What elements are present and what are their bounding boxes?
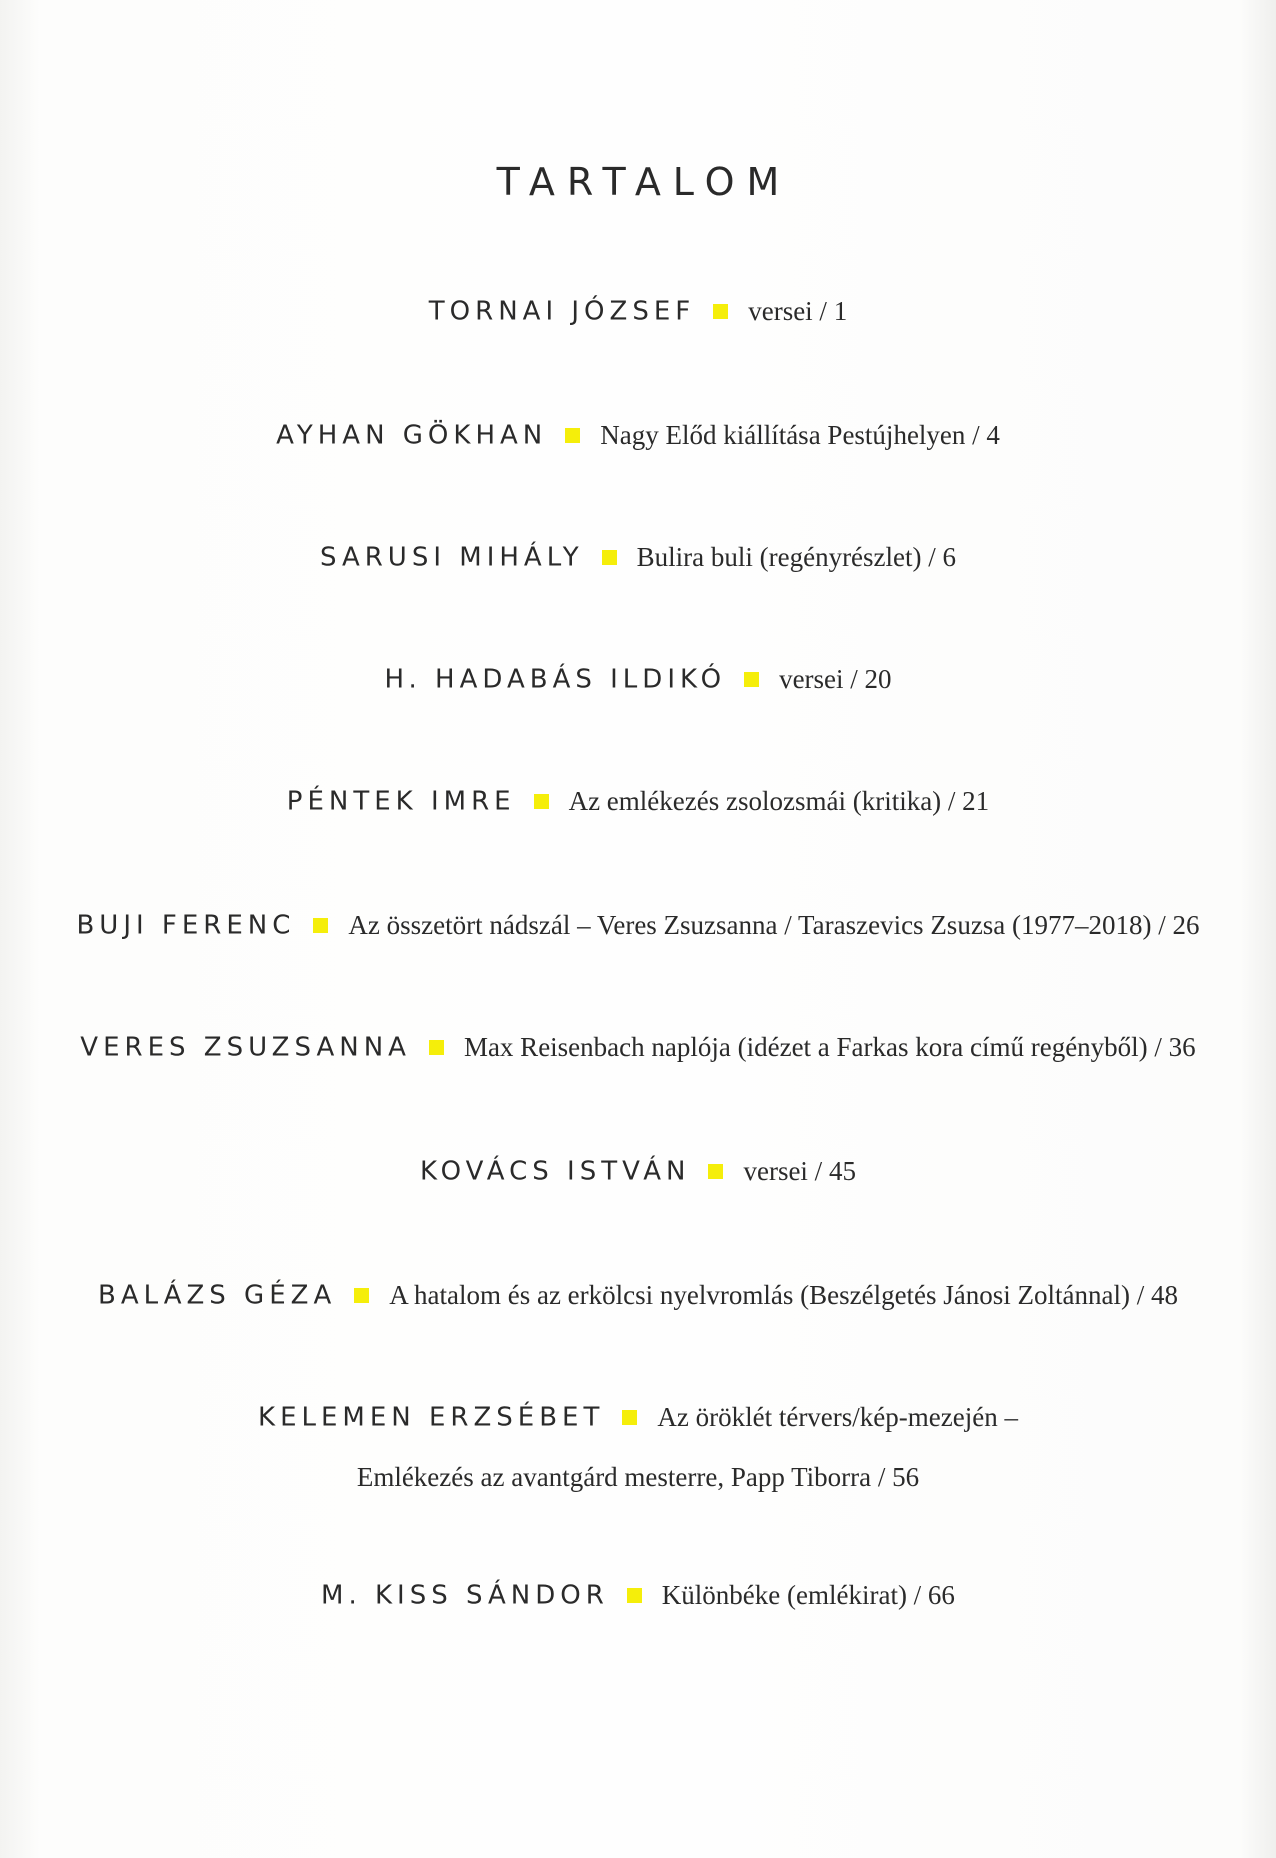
yellow-square-marker: [354, 1288, 369, 1303]
entry-author: KOVÁCS ISTVÁN: [420, 1156, 691, 1187]
toc-entry: [0, 296, 1276, 327]
yellow-square-marker: [713, 304, 728, 319]
yellow-square-marker: [708, 1164, 723, 1179]
entry-author: H. HADABÁS ILDIKÓ: [384, 664, 727, 695]
entry-author: PÉNTEK IMRE: [286, 786, 516, 817]
yellow-square-marker: [313, 918, 328, 933]
toc-entry: [0, 1402, 1276, 1433]
entry-work: versei / 1: [748, 296, 848, 326]
entry-work: Nagy Előd kiállítása Pestújhelyen / 4: [600, 420, 1000, 450]
entry-work: A hatalom és az erkölcsi nyelvromlás (Beszélgetés Jánosi Zoltánnal) / 48: [389, 1280, 1179, 1310]
yellow-square-marker: [602, 550, 617, 565]
entry-work: Az összetört nádszál – Veres Zsuzsanna / Taraszevics Zsuzsa (1977–2018) / 26: [348, 910, 1200, 940]
toc-entry: [0, 1156, 1276, 1187]
entry-work: Az öröklét térvers/kép-mezején –: [657, 1402, 1018, 1432]
entry-work: Max Reisenbach naplója (idézet a Farkas kora című regényből) / 36: [463, 1032, 1196, 1062]
entry-work: Különbéke (emlékirat) / 66: [661, 1580, 955, 1610]
entry-work: Bulira buli (regényrészlet) / 6: [636, 542, 957, 572]
entry-author: KELEMEN ERZSÉBET: [258, 1402, 605, 1433]
entry-author: BALÁZS GÉZA: [97, 1280, 337, 1311]
entry-work-continuation: Emlékezés az avantgárd mesterre, Papp Tiborra / 56: [356, 1462, 920, 1492]
entry-author: AYHAN GÖKHAN: [276, 420, 548, 451]
entry-author: BUJI FERENC: [76, 910, 296, 941]
entry-author: SARUSI MIHÁLY: [319, 542, 584, 573]
entry-work: versei / 45: [743, 1156, 856, 1186]
toc-entry: [0, 1580, 1276, 1611]
entry-author: TORNAI JÓZSEF: [428, 296, 696, 327]
toc-entry: [0, 1032, 1276, 1063]
toc-entry: [0, 542, 1276, 573]
toc-entry: [0, 910, 1276, 941]
yellow-square-marker: [627, 1588, 642, 1603]
entry-work: versei / 20: [779, 664, 892, 694]
page-title: TARTALOM: [496, 160, 792, 204]
yellow-square-marker: [429, 1040, 444, 1055]
yellow-square-marker: [534, 794, 549, 809]
entry-work: Az emlékezés zsolozsmái (kritika) / 21: [568, 786, 990, 816]
toc-entry: [0, 786, 1276, 817]
yellow-square-marker: [565, 428, 580, 443]
yellow-square-marker: [744, 672, 759, 687]
yellow-square-marker: [622, 1410, 637, 1425]
toc-entry: [0, 1280, 1276, 1311]
toc-entry: [0, 420, 1276, 451]
toc-entry: [0, 664, 1276, 695]
entry-author: M. KISS SÁNDOR: [321, 1580, 609, 1611]
entry-author: VERES ZSUZSANNA: [80, 1032, 411, 1063]
